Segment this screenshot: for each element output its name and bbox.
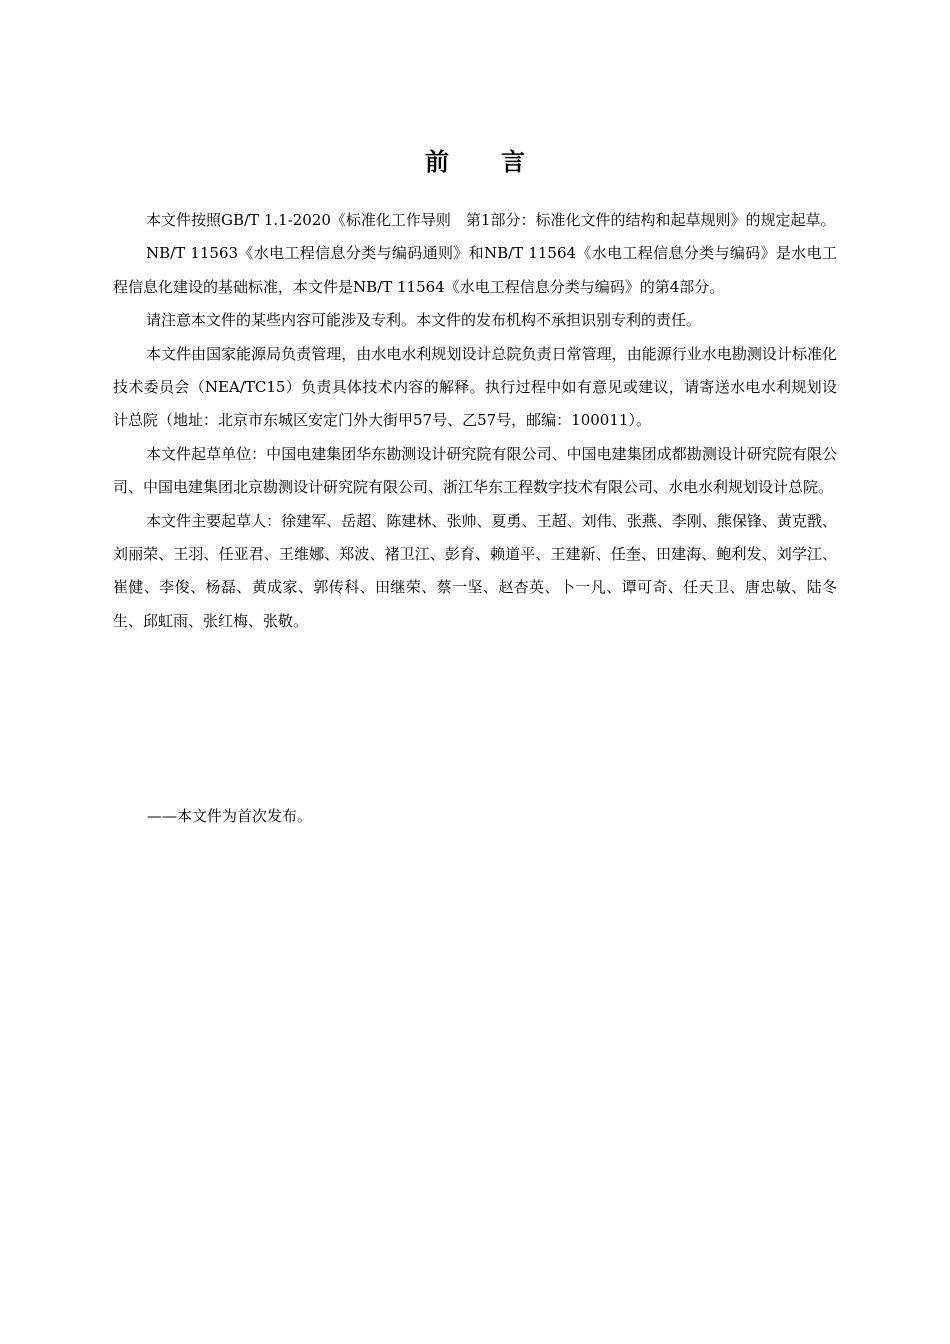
paragraph-drafters: 本文件主要起草人：徐建军、岳超、陈建林、张帅、夏勇、王超、刘伟、张燕、李刚、熊保锋、黄克戬、刘丽荣、王羽、任亚君、王维娜、郑波、褚卫江、彭育、赖道平、王建新、任奎、田建海、鲍利发、刘学江、崔健、李俊、杨磊、黄成家、郭传科、田继荣、蔡一坚、赵杏英、卜一凡、谭可奇、任天卫、唐忠敏、陆冬生、邱虹雨、张红梅、张敬。: [113, 511, 837, 630]
paragraph-drafting-rules: 本文件按照GB/T 1.1-2020《标准化工作导则 第1部分：标准化文件的结构和起草规则》的规定起草。: [146, 211, 836, 229]
page-title-char-1: 前: [425, 148, 449, 176]
paragraph-patent-notice: 请注意本文件的某些内容可能涉及专利。本文件的发布机构不承担识别专利的责任。: [146, 311, 702, 330]
foreword-body: [113, 204, 837, 638]
paragraph-related-standards: NB/T 11563《水电工程信息分类与编码通则》和NB/T 11564《水电工程信息分类与编码》是水电工程信息化建设的基础标准，本文件是NB/T 11564《水电工程信息分类与编码》的第4部分。: [113, 244, 837, 296]
first-release-note: ——本文件为首次发布。: [147, 807, 313, 825]
page-title-char-2: 言: [501, 148, 525, 176]
page-title: [0, 142, 950, 177]
paragraph-management: 本文件由国家能源局负责管理，由水电水利规划设计总院负责日常管理，由能源行业水电勘测设计标准化技术委员会（NEA/TC15）负责具体技术内容的解释。执行过程中如有意见或建议，请寄送水电水利规划设计总院（地址：北京市东城区安定门外大街甲57号、乙57号，邮编：100011）。: [113, 344, 837, 430]
paragraph-drafting-units: 本文件起草单位：中国电建集团华东勘测设计研究院有限公司、中国电建集团成都勘测设计研究院有限公司、中国电建集团北京勘测设计研究院有限公司、浙江华东工程数字技术有限公司、水电水利规划设计总院。: [113, 444, 837, 497]
